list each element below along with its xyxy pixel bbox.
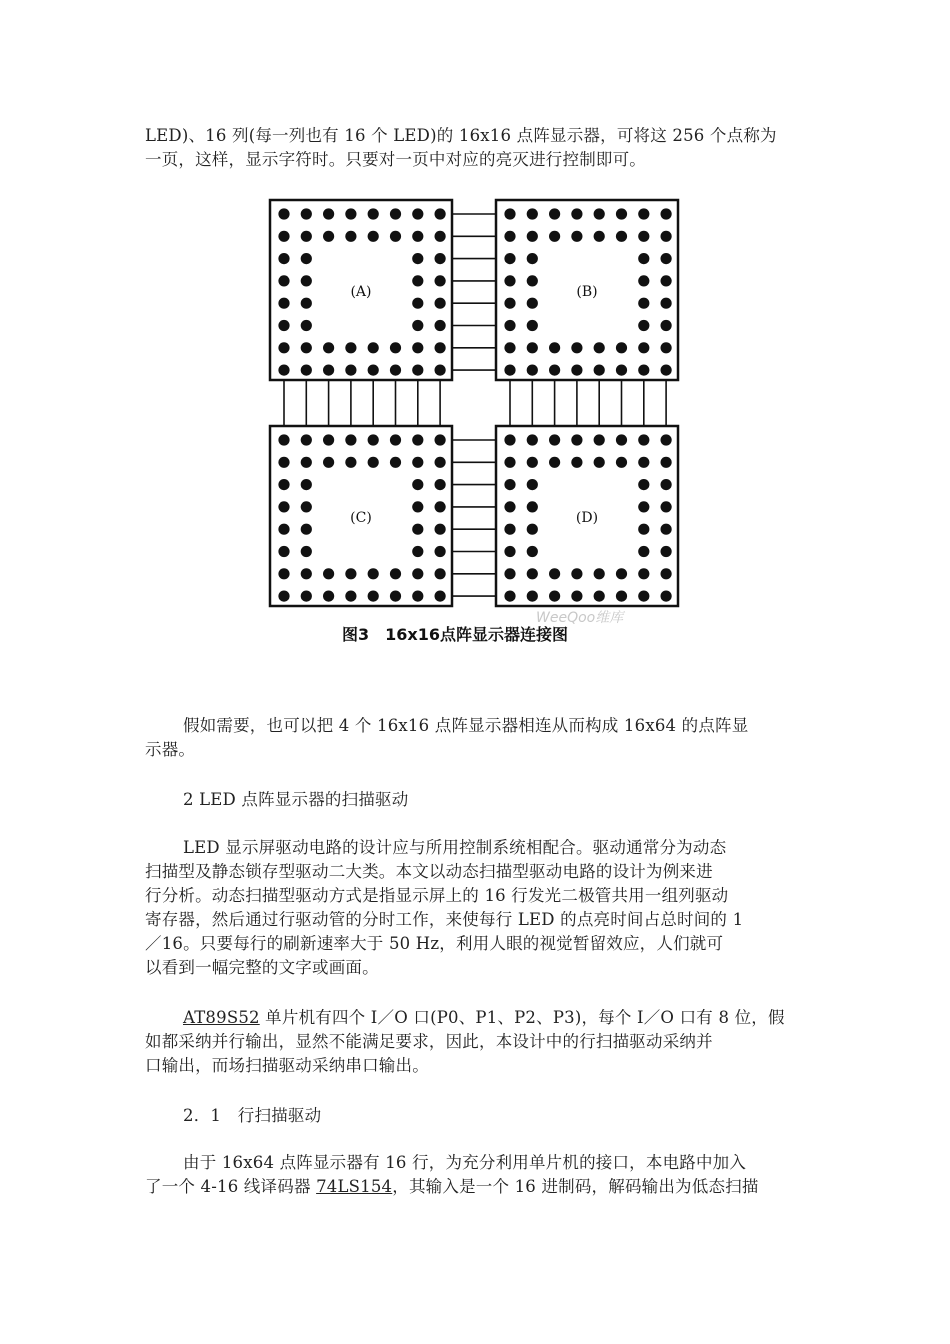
led-dot [549, 208, 560, 219]
led-dot [435, 342, 446, 353]
led-dot [638, 568, 649, 579]
led-dot [345, 231, 356, 242]
led-dot [638, 320, 649, 331]
led-dot [301, 342, 312, 353]
panel-label: (C) [350, 510, 372, 526]
matrix-panel-d [496, 426, 678, 606]
led-dot [301, 275, 312, 286]
led-dot [661, 568, 672, 579]
led-dot [323, 208, 334, 219]
led-dot [412, 320, 423, 331]
led-dot [278, 591, 289, 602]
led-dot [390, 591, 401, 602]
led-dot [368, 568, 379, 579]
text-line: ／16。只要每行的刷新速率大于 50 Hz，利用人眼的视觉暂留效应，人们就可 [145, 934, 724, 953]
led-dot [435, 546, 446, 557]
led-dot [661, 365, 672, 376]
led-dot [504, 524, 515, 535]
text-line: LED 显示屏驱动电路的设计应与所用控制系统相配合。驱动通常分为动态 [183, 838, 727, 857]
text-line: 以看到一幅完整的文字或画面。 [145, 958, 379, 977]
led-dot [301, 591, 312, 602]
text-line: 寄存器，然后通过行驱动管的分时工作，来使每行 LED 的点亮时间占总时间的 1 [145, 910, 744, 929]
led-dot [368, 365, 379, 376]
led-dot [504, 298, 515, 309]
led-dot [435, 501, 446, 512]
led-dot [661, 208, 672, 219]
led-dot [638, 208, 649, 219]
led-dot [323, 457, 334, 468]
led-dot [527, 501, 538, 512]
led-dot [278, 501, 289, 512]
led-dot [504, 231, 515, 242]
led-dot [594, 568, 605, 579]
led-dot [278, 434, 289, 445]
led-dot [278, 365, 289, 376]
text-line: 示器。 [145, 740, 196, 759]
led-dot [368, 434, 379, 445]
led-dot [527, 275, 538, 286]
led-dot [504, 365, 515, 376]
led-dot [412, 546, 423, 557]
led-dot [435, 365, 446, 376]
led-dot [412, 342, 423, 353]
led-dot [549, 591, 560, 602]
led-dot [549, 568, 560, 579]
led-dot [278, 298, 289, 309]
led-dot [661, 457, 672, 468]
led-dot [435, 298, 446, 309]
led-dot [527, 231, 538, 242]
led-dot [504, 434, 515, 445]
led-dot [661, 434, 672, 445]
led-dot [616, 568, 627, 579]
led-dot [616, 365, 627, 376]
text-line: 行分析。动态扫描型驱动方式是指显示屏上的 16 行发光二极管共用一组列驱动 [145, 886, 729, 905]
led-dot [368, 342, 379, 353]
led-dot [661, 253, 672, 264]
led-dot [412, 365, 423, 376]
led-dot [504, 479, 515, 490]
led-dot [638, 342, 649, 353]
led-dot [616, 208, 627, 219]
led-dot [527, 208, 538, 219]
led-dot [301, 298, 312, 309]
led-dot [278, 275, 289, 286]
matrix-panel-a [270, 200, 452, 380]
led-dot [594, 342, 605, 353]
led-dot [345, 342, 356, 353]
led-dot [661, 320, 672, 331]
panel-label: (B) [576, 284, 598, 300]
led-dot [412, 568, 423, 579]
led-dot [345, 365, 356, 376]
led-dot [594, 457, 605, 468]
led-dot [301, 546, 312, 557]
led-dot [527, 591, 538, 602]
led-dot [638, 365, 649, 376]
led-dot [368, 208, 379, 219]
text-line: 由于 16x64 点阵显示器有 16 行，为充分利用单片机的接口，本电路中加入 [183, 1153, 747, 1172]
led-dot [435, 479, 446, 490]
text-line [145, 1006, 810, 1030]
led-dot [594, 231, 605, 242]
led-dot [549, 434, 560, 445]
led-dot [323, 434, 334, 445]
led-dot [638, 275, 649, 286]
led-dot [345, 568, 356, 579]
text-span: 单片机有四个 I／O 口(P0、P1、P2、P3)，每个 I／O 口有 8 位，假 [259, 1008, 785, 1027]
led-dot [412, 298, 423, 309]
led-dot [616, 457, 627, 468]
section-heading-2: 2 LED 点阵显示器的扫描驱动 [183, 790, 409, 809]
led-dot [278, 568, 289, 579]
led-dot [527, 568, 538, 579]
led-dot [638, 501, 649, 512]
led-dot [345, 591, 356, 602]
led-dot [323, 231, 334, 242]
led-dot [390, 568, 401, 579]
led-dot [412, 208, 423, 219]
section-heading-2-1: 2．1 行扫描驱动 [183, 1106, 322, 1125]
led-dot [301, 320, 312, 331]
led-dot [412, 231, 423, 242]
led-dot [368, 231, 379, 242]
led-dot [661, 479, 672, 490]
led-dot [390, 457, 401, 468]
led-dot [278, 342, 289, 353]
led-dot [301, 434, 312, 445]
led-dot [504, 568, 515, 579]
led-dot [527, 457, 538, 468]
led-dot [278, 208, 289, 219]
led-dot [594, 591, 605, 602]
led-dot [661, 298, 672, 309]
led-dot [638, 231, 649, 242]
led-dot [412, 457, 423, 468]
led-dot [504, 253, 515, 264]
led-dot [412, 591, 423, 602]
led-dot [616, 591, 627, 602]
led-dot [549, 365, 560, 376]
led-dot [435, 568, 446, 579]
figure-caption: 图3 16x16点阵显示器连接图 [342, 625, 568, 644]
led-dot [278, 524, 289, 535]
paragraph-mcu-ports [145, 1006, 810, 1078]
led-dot [638, 253, 649, 264]
led-dot [390, 365, 401, 376]
led-dot [278, 457, 289, 468]
text-line: LED)、16 列(每一列也有 16 个 LED)的 16x16 点阵显示器，可将这 256 个点称为 [145, 126, 777, 145]
led-dot [661, 231, 672, 242]
led-dot [323, 365, 334, 376]
led-dot [412, 524, 423, 535]
led-dot [661, 524, 672, 535]
led-dot [504, 320, 515, 331]
led-dot [661, 275, 672, 286]
paragraph-drive-circuit [145, 836, 810, 980]
led-dot [638, 298, 649, 309]
led-dot [412, 253, 423, 264]
led-dot [301, 231, 312, 242]
led-dot [571, 208, 582, 219]
led-dot [638, 524, 649, 535]
led-dot [345, 434, 356, 445]
led-dot [301, 253, 312, 264]
led-dot [435, 275, 446, 286]
led-dot [616, 434, 627, 445]
led-dot [661, 546, 672, 557]
led-dot [527, 524, 538, 535]
led-dot [504, 342, 515, 353]
led-dot [616, 231, 627, 242]
led-dot [527, 342, 538, 353]
led-dot [527, 253, 538, 264]
intro-paragraph [145, 124, 810, 172]
led-dot [571, 342, 582, 353]
led-dot [571, 365, 582, 376]
led-dot [368, 591, 379, 602]
matrix-panel-c [270, 426, 452, 606]
led-dot [638, 434, 649, 445]
led-dot [278, 320, 289, 331]
led-dot [527, 434, 538, 445]
led-dot [504, 275, 515, 286]
led-dot [278, 231, 289, 242]
led-dot [435, 457, 446, 468]
led-dot [390, 342, 401, 353]
led-dot [412, 479, 423, 490]
led-dot [435, 591, 446, 602]
watermark: WeeQoo维库 [536, 610, 624, 626]
dot-matrix-connection-figure [262, 192, 692, 652]
led-dot [616, 342, 627, 353]
led-dot [638, 591, 649, 602]
led-dot [435, 524, 446, 535]
text-line [145, 1175, 810, 1199]
led-dot [661, 591, 672, 602]
led-dot [301, 365, 312, 376]
led-dot [527, 365, 538, 376]
led-dot [527, 320, 538, 331]
text-span: ，其输入是一个 16 进制码，解码输出为低态扫描 [392, 1177, 759, 1196]
led-dot [435, 434, 446, 445]
led-dot [638, 546, 649, 557]
led-dot [301, 457, 312, 468]
led-dot [412, 275, 423, 286]
text-line: 扫描型及静态锁存型驱动二大类。本文以动态扫描型驱动电路的设计为例来进 [145, 862, 713, 881]
led-dot [571, 434, 582, 445]
led-dot [435, 253, 446, 264]
led-dot [504, 546, 515, 557]
led-dot [390, 208, 401, 219]
led-dot [527, 546, 538, 557]
led-dot [571, 568, 582, 579]
led-dot [412, 501, 423, 512]
led-dot [661, 501, 672, 512]
led-dot [323, 342, 334, 353]
led-dot [638, 479, 649, 490]
text-line: 一页，这样，显示字符时。只要对一页中对应的亮灭进行控制即可。 [145, 150, 646, 169]
74ls154-link[interactable]: 74LS154 [316, 1177, 393, 1196]
led-dot [549, 457, 560, 468]
at89s52-link[interactable]: AT89S52 [183, 1008, 260, 1027]
led-dot [549, 342, 560, 353]
led-dot [368, 457, 379, 468]
led-dot [278, 253, 289, 264]
text-line: 口输出，而场扫描驱动采纳串口输出。 [145, 1056, 429, 1075]
led-dot [594, 434, 605, 445]
led-dot [301, 208, 312, 219]
text-line: 假如需要，也可以把 4 个 16x16 点阵显示器相连从而构成 16x64 的点阵显 [183, 716, 749, 735]
led-dot [571, 231, 582, 242]
led-dot [571, 457, 582, 468]
led-dot [390, 231, 401, 242]
led-dot [345, 208, 356, 219]
led-dot [278, 479, 289, 490]
panel-label: (D) [575, 510, 599, 526]
led-dot [638, 457, 649, 468]
led-dot [301, 479, 312, 490]
led-dot [390, 434, 401, 445]
led-dot [412, 434, 423, 445]
led-dot [278, 546, 289, 557]
led-dot [301, 524, 312, 535]
matrix-panel-b [496, 200, 678, 380]
led-dot [301, 568, 312, 579]
led-dot [435, 231, 446, 242]
led-dot [661, 342, 672, 353]
led-dot [323, 568, 334, 579]
paragraph-4-displays [145, 714, 810, 762]
panel-label: (A) [350, 284, 372, 300]
paragraph-row-scan [145, 1151, 810, 1199]
led-dot [594, 365, 605, 376]
led-dot [435, 320, 446, 331]
led-dot [504, 208, 515, 219]
text-span: 了一个 4-16 线译码器 [145, 1177, 317, 1196]
led-dot [435, 208, 446, 219]
led-dot [504, 457, 515, 468]
led-dot [345, 457, 356, 468]
led-dot [504, 591, 515, 602]
led-dot [527, 479, 538, 490]
led-dot [323, 591, 334, 602]
led-dot [527, 298, 538, 309]
led-dot [571, 591, 582, 602]
text-line: 如都采纳并行输出，显然不能满足要求，因此，本设计中的行扫描驱动采纳并 [145, 1032, 713, 1051]
led-dot [594, 208, 605, 219]
led-dot [549, 231, 560, 242]
led-dot [504, 501, 515, 512]
led-dot [301, 501, 312, 512]
